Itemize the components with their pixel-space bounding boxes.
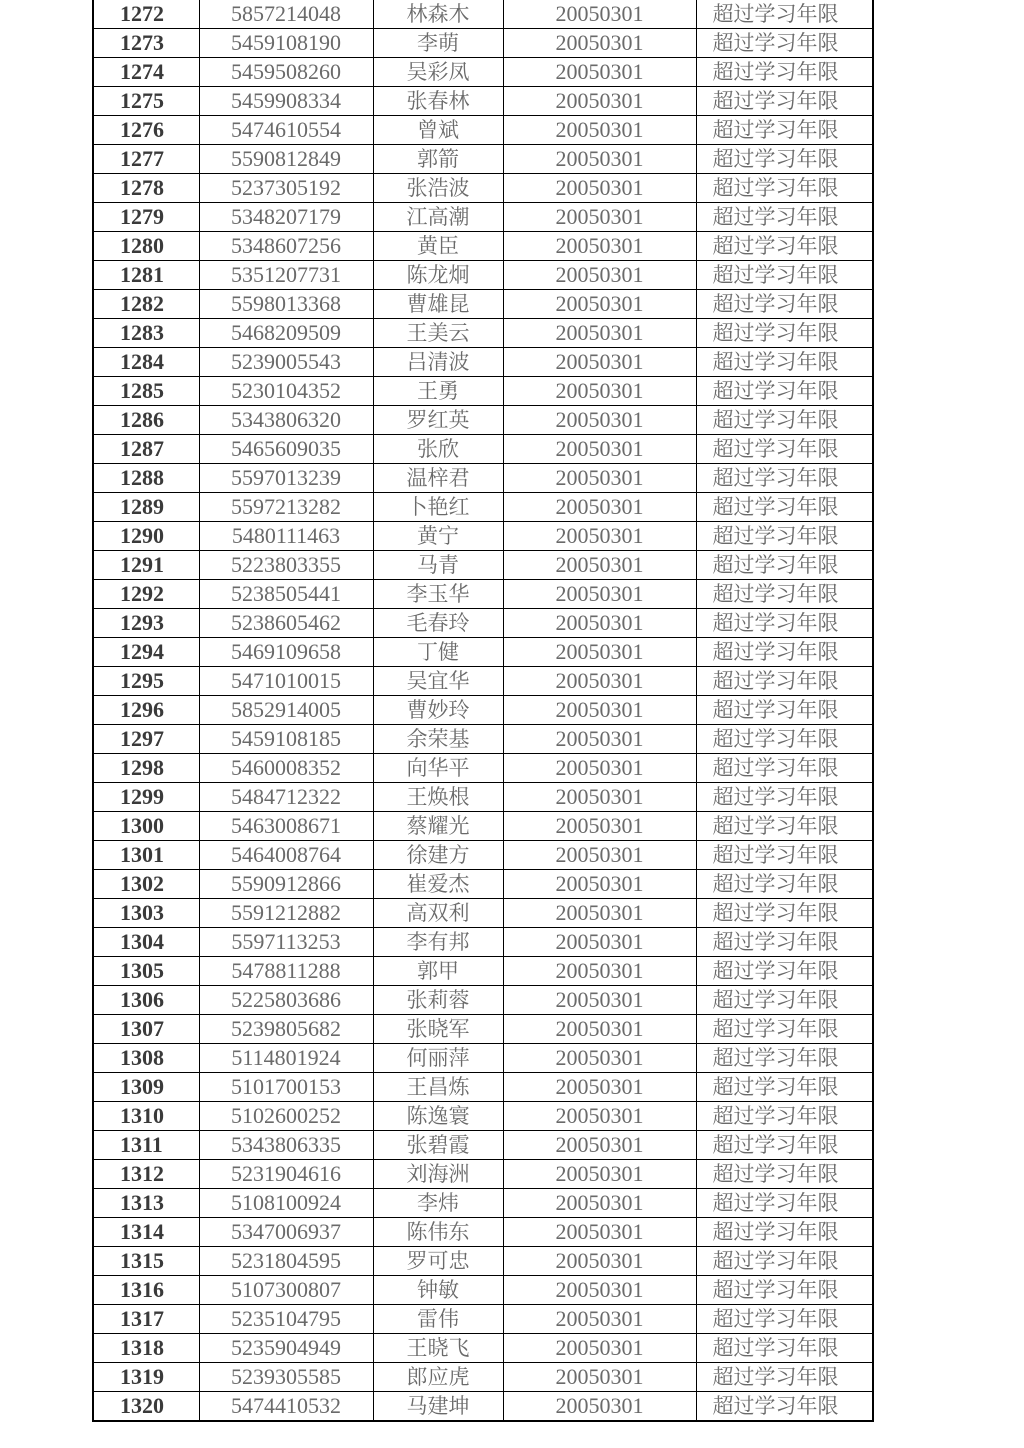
student-name-cell: 王晓飞 [373,1334,503,1363]
student-id-cell: 5598013368 [199,290,373,319]
student-name-cell: 张莉蓉 [373,986,503,1015]
status-cell: 超过学习年限 [696,928,873,957]
student-name-cell: 刘海洲 [373,1160,503,1189]
row-sequence-cell: 1319 [93,1363,199,1392]
status-cell: 超过学习年限 [696,232,873,261]
date-cell: 20050301 [503,1218,696,1247]
date-cell: 20050301 [503,754,696,783]
student-name-cell: 陈伟东 [373,1218,503,1247]
student-id-cell: 5101700153 [199,1073,373,1102]
table-row [93,1363,873,1392]
student-id-cell: 5351207731 [199,261,373,290]
table-row [93,1247,873,1276]
student-name-cell: 陈逸寰 [373,1102,503,1131]
student-name-cell: 黄宁 [373,522,503,551]
table-row [93,232,873,261]
status-cell: 超过学习年限 [696,58,873,87]
row-sequence-cell: 1310 [93,1102,199,1131]
status-cell: 超过学习年限 [696,0,873,29]
table-row [93,783,873,812]
student-name-cell: 吕清波 [373,348,503,377]
student-id-cell: 5857214048 [199,0,373,29]
table-row [93,1073,873,1102]
table-row [93,87,873,116]
status-cell: 超过学习年限 [696,841,873,870]
student-id-cell: 5235104795 [199,1305,373,1334]
student-name-cell: 王勇 [373,377,503,406]
row-sequence-cell: 1277 [93,145,199,174]
student-name-cell: 张浩波 [373,174,503,203]
student-id-cell: 5463008671 [199,812,373,841]
student-id-cell: 5465609035 [199,435,373,464]
table-row [93,348,873,377]
row-sequence-cell: 1290 [93,522,199,551]
table-row [93,696,873,725]
table-row [93,406,873,435]
student-name-cell: 曹雄昆 [373,290,503,319]
student-name-cell: 陈龙炯 [373,261,503,290]
student-id-cell: 5597113253 [199,928,373,957]
student-name-cell: 郭甲 [373,957,503,986]
date-cell: 20050301 [503,319,696,348]
status-cell: 超过学习年限 [696,725,873,754]
student-name-cell: 郎应虎 [373,1363,503,1392]
date-cell: 20050301 [503,29,696,58]
student-name-cell: 丁健 [373,638,503,667]
row-sequence-cell: 1315 [93,1247,199,1276]
student-id-cell: 5231804595 [199,1247,373,1276]
student-id-cell: 5239305585 [199,1363,373,1392]
date-cell: 20050301 [503,493,696,522]
document-page [92,0,872,1447]
status-cell: 超过学习年限 [696,638,873,667]
status-cell: 超过学习年限 [696,435,873,464]
student-id-cell: 5347006937 [199,1218,373,1247]
status-cell: 超过学习年限 [696,493,873,522]
date-cell: 20050301 [503,261,696,290]
student-name-cell: 李炜 [373,1189,503,1218]
row-sequence-cell: 1301 [93,841,199,870]
student-name-cell: 何丽萍 [373,1044,503,1073]
student-id-cell: 5459108190 [199,29,373,58]
status-cell: 超过学习年限 [696,145,873,174]
row-sequence-cell: 1320 [93,1392,199,1422]
row-sequence-cell: 1283 [93,319,199,348]
date-cell: 20050301 [503,116,696,145]
status-cell: 超过学习年限 [696,812,873,841]
date-cell: 20050301 [503,1102,696,1131]
status-cell: 超过学习年限 [696,261,873,290]
table-row [93,0,873,29]
student-roster-table [92,0,874,1422]
date-cell: 20050301 [503,0,696,29]
status-cell: 超过学习年限 [696,29,873,58]
student-id-cell: 5468209509 [199,319,373,348]
status-cell: 超过学习年限 [696,551,873,580]
student-id-cell: 5474410532 [199,1392,373,1422]
student-id-cell: 5478811288 [199,957,373,986]
row-sequence-cell: 1294 [93,638,199,667]
student-name-cell: 余荣基 [373,725,503,754]
student-id-cell: 5348207179 [199,203,373,232]
date-cell: 20050301 [503,580,696,609]
student-id-cell: 5474610554 [199,116,373,145]
row-sequence-cell: 1309 [93,1073,199,1102]
date-cell: 20050301 [503,1131,696,1160]
table-row [93,928,873,957]
student-id-cell: 5597013239 [199,464,373,493]
table-row [93,522,873,551]
table-row [93,1102,873,1131]
student-id-cell: 5471010015 [199,667,373,696]
date-cell: 20050301 [503,145,696,174]
date-cell: 20050301 [503,928,696,957]
student-id-cell: 5343806320 [199,406,373,435]
status-cell: 超过学习年限 [696,203,873,232]
student-name-cell: 王焕根 [373,783,503,812]
date-cell: 20050301 [503,522,696,551]
status-cell: 超过学习年限 [696,1363,873,1392]
student-name-cell: 崔爱杰 [373,870,503,899]
student-name-cell: 马建坤 [373,1392,503,1422]
table-row [93,551,873,580]
status-cell: 超过学习年限 [696,1334,873,1363]
table-row [93,29,873,58]
student-name-cell: 李玉华 [373,580,503,609]
status-cell: 超过学习年限 [696,957,873,986]
roster-table-body [93,0,873,1421]
row-sequence-cell: 1293 [93,609,199,638]
student-name-cell: 徐建方 [373,841,503,870]
student-id-cell: 5102600252 [199,1102,373,1131]
table-row [93,1276,873,1305]
student-name-cell: 李有邦 [373,928,503,957]
table-row [93,841,873,870]
row-sequence-cell: 1313 [93,1189,199,1218]
status-cell: 超过学习年限 [696,870,873,899]
date-cell: 20050301 [503,1276,696,1305]
student-name-cell: 向华平 [373,754,503,783]
date-cell: 20050301 [503,1334,696,1363]
status-cell: 超过学习年限 [696,348,873,377]
date-cell: 20050301 [503,870,696,899]
row-sequence-cell: 1300 [93,812,199,841]
table-row [93,1392,873,1422]
table-row [93,870,873,899]
date-cell: 20050301 [503,1015,696,1044]
table-row [93,1131,873,1160]
table-row [93,986,873,1015]
row-sequence-cell: 1314 [93,1218,199,1247]
student-id-cell: 5484712322 [199,783,373,812]
row-sequence-cell: 1295 [93,667,199,696]
table-row [93,464,873,493]
status-cell: 超过学习年限 [696,1131,873,1160]
date-cell: 20050301 [503,812,696,841]
status-cell: 超过学习年限 [696,1392,873,1422]
status-cell: 超过学习年限 [696,290,873,319]
row-sequence-cell: 1317 [93,1305,199,1334]
row-sequence-cell: 1308 [93,1044,199,1073]
row-sequence-cell: 1304 [93,928,199,957]
status-cell: 超过学习年限 [696,406,873,435]
student-id-cell: 5591212882 [199,899,373,928]
table-row [93,899,873,928]
student-id-cell: 5597213282 [199,493,373,522]
student-name-cell: 张欣 [373,435,503,464]
row-sequence-cell: 1273 [93,29,199,58]
row-sequence-cell: 1291 [93,551,199,580]
date-cell: 20050301 [503,783,696,812]
table-row [93,116,873,145]
status-cell: 超过学习年限 [696,1305,873,1334]
student-name-cell: 罗可忠 [373,1247,503,1276]
row-sequence-cell: 1279 [93,203,199,232]
status-cell: 超过学习年限 [696,1218,873,1247]
row-sequence-cell: 1282 [93,290,199,319]
row-sequence-cell: 1281 [93,261,199,290]
date-cell: 20050301 [503,87,696,116]
student-id-cell: 5238505441 [199,580,373,609]
student-id-cell: 5590812849 [199,145,373,174]
student-name-cell: 张春林 [373,87,503,116]
table-row [93,174,873,203]
row-sequence-cell: 1280 [93,232,199,261]
student-id-cell: 5108100924 [199,1189,373,1218]
table-row [93,638,873,667]
student-id-cell: 5348607256 [199,232,373,261]
status-cell: 超过学习年限 [696,174,873,203]
date-cell: 20050301 [503,1073,696,1102]
student-name-cell: 吴彩凤 [373,58,503,87]
student-id-cell: 5114801924 [199,1044,373,1073]
row-sequence-cell: 1298 [93,754,199,783]
date-cell: 20050301 [503,435,696,464]
status-cell: 超过学习年限 [696,1015,873,1044]
student-id-cell: 5343806335 [199,1131,373,1160]
table-row [93,493,873,522]
date-cell: 20050301 [503,232,696,261]
row-sequence-cell: 1312 [93,1160,199,1189]
date-cell: 20050301 [503,551,696,580]
table-row [93,1334,873,1363]
date-cell: 20050301 [503,1160,696,1189]
date-cell: 20050301 [503,1247,696,1276]
date-cell: 20050301 [503,377,696,406]
student-id-cell: 5223803355 [199,551,373,580]
status-cell: 超过学习年限 [696,899,873,928]
row-sequence-cell: 1297 [93,725,199,754]
student-id-cell: 5230104352 [199,377,373,406]
row-sequence-cell: 1303 [93,899,199,928]
date-cell: 20050301 [503,58,696,87]
row-sequence-cell: 1275 [93,87,199,116]
table-row [93,667,873,696]
student-name-cell: 雷伟 [373,1305,503,1334]
student-name-cell: 钟敏 [373,1276,503,1305]
status-cell: 超过学习年限 [696,87,873,116]
table-row [93,203,873,232]
date-cell: 20050301 [503,1392,696,1422]
date-cell: 20050301 [503,609,696,638]
student-name-cell: 毛春玲 [373,609,503,638]
row-sequence-cell: 1311 [93,1131,199,1160]
row-sequence-cell: 1288 [93,464,199,493]
student-name-cell: 李萌 [373,29,503,58]
student-name-cell: 王美云 [373,319,503,348]
row-sequence-cell: 1299 [93,783,199,812]
date-cell: 20050301 [503,667,696,696]
status-cell: 超过学习年限 [696,1189,873,1218]
student-name-cell: 吴宜华 [373,667,503,696]
table-row [93,609,873,638]
status-cell: 超过学习年限 [696,1073,873,1102]
table-row [93,377,873,406]
row-sequence-cell: 1306 [93,986,199,1015]
student-name-cell: 马青 [373,551,503,580]
row-sequence-cell: 1289 [93,493,199,522]
table-row [93,290,873,319]
table-row [93,261,873,290]
table-row [93,1160,873,1189]
student-name-cell: 江高潮 [373,203,503,232]
student-name-cell: 王昌炼 [373,1073,503,1102]
status-cell: 超过学习年限 [696,667,873,696]
status-cell: 超过学习年限 [696,464,873,493]
row-sequence-cell: 1286 [93,406,199,435]
row-sequence-cell: 1278 [93,174,199,203]
student-id-cell: 5590912866 [199,870,373,899]
date-cell: 20050301 [503,1044,696,1073]
date-cell: 20050301 [503,464,696,493]
date-cell: 20050301 [503,290,696,319]
student-name-cell: 郭箭 [373,145,503,174]
table-row [93,957,873,986]
date-cell: 20050301 [503,957,696,986]
row-sequence-cell: 1287 [93,435,199,464]
date-cell: 20050301 [503,638,696,667]
table-row [93,319,873,348]
status-cell: 超过学习年限 [696,1044,873,1073]
student-name-cell: 蔡耀光 [373,812,503,841]
date-cell: 20050301 [503,986,696,1015]
row-sequence-cell: 1307 [93,1015,199,1044]
student-name-cell: 卜艳红 [373,493,503,522]
row-sequence-cell: 1292 [93,580,199,609]
student-id-cell: 5237305192 [199,174,373,203]
table-row [93,145,873,174]
student-id-cell: 5469109658 [199,638,373,667]
row-sequence-cell: 1285 [93,377,199,406]
date-cell: 20050301 [503,348,696,377]
date-cell: 20050301 [503,696,696,725]
status-cell: 超过学习年限 [696,116,873,145]
table-row [93,725,873,754]
status-cell: 超过学习年限 [696,580,873,609]
table-row [93,1189,873,1218]
row-sequence-cell: 1276 [93,116,199,145]
status-cell: 超过学习年限 [696,609,873,638]
table-row [93,1015,873,1044]
student-id-cell: 5460008352 [199,754,373,783]
status-cell: 超过学习年限 [696,783,873,812]
row-sequence-cell: 1316 [93,1276,199,1305]
student-id-cell: 5239805682 [199,1015,373,1044]
table-row [93,1218,873,1247]
student-name-cell: 温梓君 [373,464,503,493]
row-sequence-cell: 1284 [93,348,199,377]
date-cell: 20050301 [503,841,696,870]
table-row [93,1305,873,1334]
student-name-cell: 曾斌 [373,116,503,145]
student-name-cell: 高双利 [373,899,503,928]
date-cell: 20050301 [503,1363,696,1392]
student-id-cell: 5235904949 [199,1334,373,1363]
status-cell: 超过学习年限 [696,986,873,1015]
status-cell: 超过学习年限 [696,377,873,406]
student-id-cell: 5852914005 [199,696,373,725]
student-name-cell: 曹妙玲 [373,696,503,725]
table-row [93,754,873,783]
row-sequence-cell: 1305 [93,957,199,986]
status-cell: 超过学习年限 [696,522,873,551]
student-id-cell: 5459908334 [199,87,373,116]
date-cell: 20050301 [503,203,696,232]
date-cell: 20050301 [503,725,696,754]
date-cell: 20050301 [503,1189,696,1218]
student-id-cell: 5225803686 [199,986,373,1015]
status-cell: 超过学习年限 [696,754,873,783]
student-id-cell: 5231904616 [199,1160,373,1189]
student-name-cell: 张碧霞 [373,1131,503,1160]
date-cell: 20050301 [503,1305,696,1334]
status-cell: 超过学习年限 [696,696,873,725]
status-cell: 超过学习年限 [696,1276,873,1305]
date-cell: 20050301 [503,899,696,928]
table-row [93,1044,873,1073]
student-id-cell: 5480111463 [199,522,373,551]
row-sequence-cell: 1302 [93,870,199,899]
status-cell: 超过学习年限 [696,1102,873,1131]
student-name-cell: 黄臣 [373,232,503,261]
table-row [93,435,873,464]
status-cell: 超过学习年限 [696,1247,873,1276]
status-cell: 超过学习年限 [696,319,873,348]
table-row [93,580,873,609]
table-row [93,812,873,841]
student-name-cell: 林森木 [373,0,503,29]
row-sequence-cell: 1274 [93,58,199,87]
student-id-cell: 5238605462 [199,609,373,638]
student-id-cell: 5459508260 [199,58,373,87]
date-cell: 20050301 [503,406,696,435]
status-cell: 超过学习年限 [696,1160,873,1189]
row-sequence-cell: 1272 [93,0,199,29]
student-name-cell: 罗红英 [373,406,503,435]
student-id-cell: 5459108185 [199,725,373,754]
table-row [93,58,873,87]
row-sequence-cell: 1296 [93,696,199,725]
student-name-cell: 张晓军 [373,1015,503,1044]
student-id-cell: 5239005543 [199,348,373,377]
date-cell: 20050301 [503,174,696,203]
student-id-cell: 5464008764 [199,841,373,870]
student-id-cell: 5107300807 [199,1276,373,1305]
row-sequence-cell: 1318 [93,1334,199,1363]
